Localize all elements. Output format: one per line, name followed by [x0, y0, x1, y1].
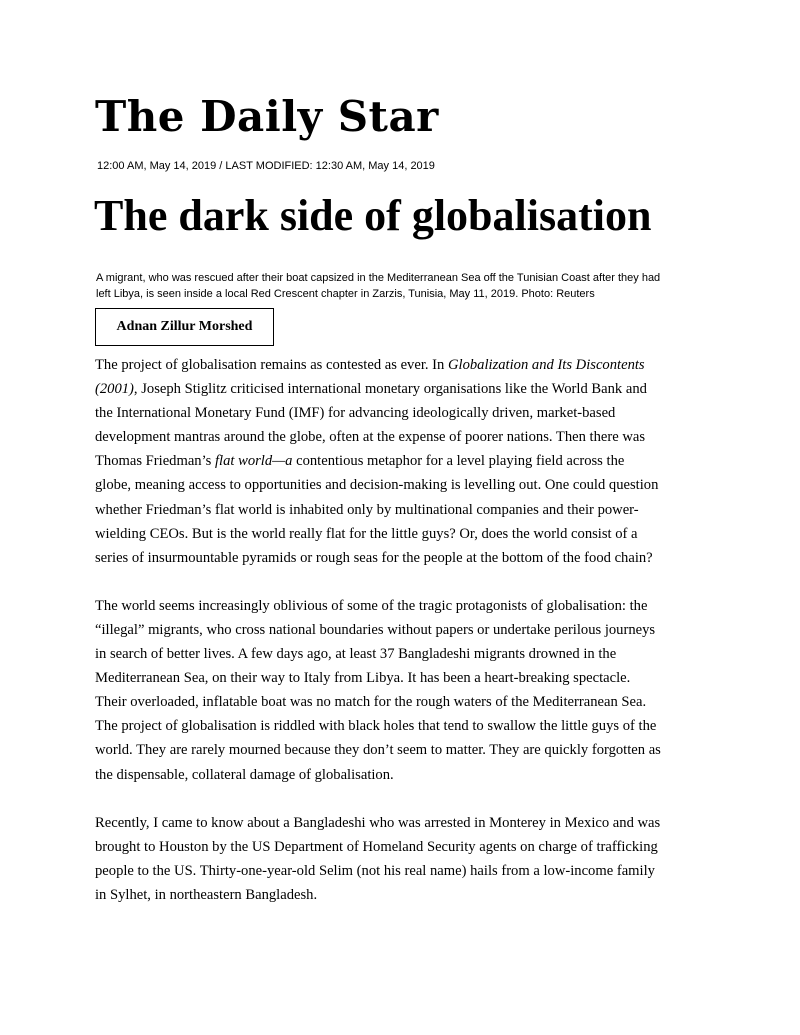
text-line: globe, meaning access to opportunities and decision-making is levelling out. One could question [95, 477, 659, 494]
book-year: (2001) [95, 381, 134, 398]
article-body [95, 353, 715, 931]
flat-world-term: flat world—a [214, 453, 293, 470]
article-headline: The dark side of globalisation [94, 191, 652, 240]
text-line: the International Monetary Fund (IMF) for advancing ideologically driven, market-based [95, 405, 616, 422]
text-line: Their overloaded, inflatable boat was no match for the rough waters of the Mediterranean Sea. [95, 694, 647, 711]
text-line: world. They are rarely mourned because they don’t seem to matter. They are quickly forgotten as [95, 742, 661, 759]
text-line: in Sylhet, in northeastern Bangladesh. [95, 886, 318, 903]
text-line: the dispensable, collateral damage of globalisation. [95, 766, 394, 783]
text-segment: Thomas Friedman’s [95, 453, 215, 470]
text-line: brought to Houston by the US Department of Homeland Security agents on charge of trafficking [95, 838, 658, 855]
masthead-logo: The Daily Star [95, 92, 439, 141]
caption-line: A migrant, who was rescued after their boat capsized in the Mediterranean Sea off the Tunisian Coast after they had [96, 272, 661, 284]
text-segment: , Joseph Stiglitz criticised international monetary organisations like the World Bank and [133, 381, 647, 398]
text-line [95, 449, 715, 473]
photo-caption [96, 270, 711, 302]
dateline: 12:00 AM, May 14, 2019 / LAST MODIFIED: 12:30 AM, May 14, 2019 [97, 160, 435, 172]
text-line: whether Friedman’s flat world is inhabited only by multinational companies and their power- [95, 501, 639, 518]
text-line: Mediterranean Sea, on their way to Italy from Libya. It has been a heart-breaking spectacle. [95, 670, 631, 687]
paragraph-2 [95, 594, 715, 787]
text-line: Recently, I came to know about a Bangladeshi who was arrested in Monterey in Mexico and was [95, 814, 661, 831]
text-line: in search of better lives. A few days ago, at least 37 Bangladeshi migrants drowned in the [95, 646, 617, 663]
text-line: series of insurmountable pyramids or rough seas for the people at the bottom of the food chain? [95, 549, 653, 566]
text-line: The world seems increasingly oblivious of some of the tragic protagonists of globalisation: the [95, 597, 648, 614]
paragraph-1 [95, 353, 715, 570]
text-line [95, 353, 715, 377]
text-segment: contentious metaphor for a level playing field across the [292, 453, 625, 470]
author-byline-box[interactable] [95, 308, 274, 346]
text-segment: The project of globalisation remains as contested as ever. In [95, 357, 448, 373]
text-line: wielding CEOs. But is the world really flat for the little guys? Or, does the world consist of a [95, 525, 638, 542]
text-line: people to the US. Thirty-one-year-old Selim (not his real name) hails from a low-income family [95, 862, 655, 879]
author-name: Adnan Zillur Morshed [116, 319, 253, 334]
book-title: Globalization and Its Discontents [447, 357, 645, 373]
text-line: development mantras around the globe, often at the expense of poorer nations. Then there was [95, 429, 646, 446]
caption-line: left Libya, is seen inside a local Red Crescent chapter in Zarzis, Tunisia, May 11, 2019. Photo: Reuters [96, 288, 595, 300]
text-line: The project of globalisation is riddled with black holes that tend to swallow the little guys of the [95, 718, 657, 735]
paragraph-3 [95, 811, 715, 907]
text-line: “illegal” migrants, who cross national boundaries without papers or undertake perilous journeys [95, 621, 656, 638]
text-line [95, 377, 715, 401]
